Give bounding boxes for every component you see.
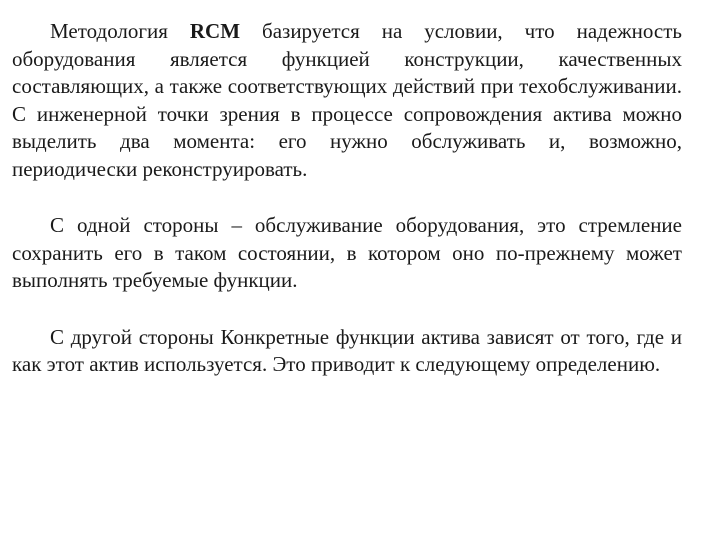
paragraph-1-lead: Методология — [50, 19, 190, 43]
paragraph-rcm-methodology — [12, 18, 682, 183]
paragraph-maintenance: С одной стороны – обслуживание оборудования, это стремление сохранить его в таком состоянии, в котором оно по-прежнему может выполнять требуемые функции. — [12, 213, 682, 292]
paragraph-asset-functions: С другой стороны Конкретные функции актива зависят от того, где и как этот актив используется. Это приводит к следующему определению. — [12, 324, 682, 376]
paragraph-1-body: базируется на условии, что надежность оборудования является функцией конструкции, качественных составляющих, а также соответствующих действий при техобслуживании. С инженерной точки зрения в процессе сопровождения актива можно выделить два момента: его нужно обслуживать и, возможно, периодически реконструировать. — [12, 19, 682, 181]
text-body — [12, 18, 682, 379]
paragraph-spacer — [12, 183, 682, 212]
rcm-term: RCM — [189, 19, 241, 43]
paragraph-spacer — [12, 295, 682, 324]
